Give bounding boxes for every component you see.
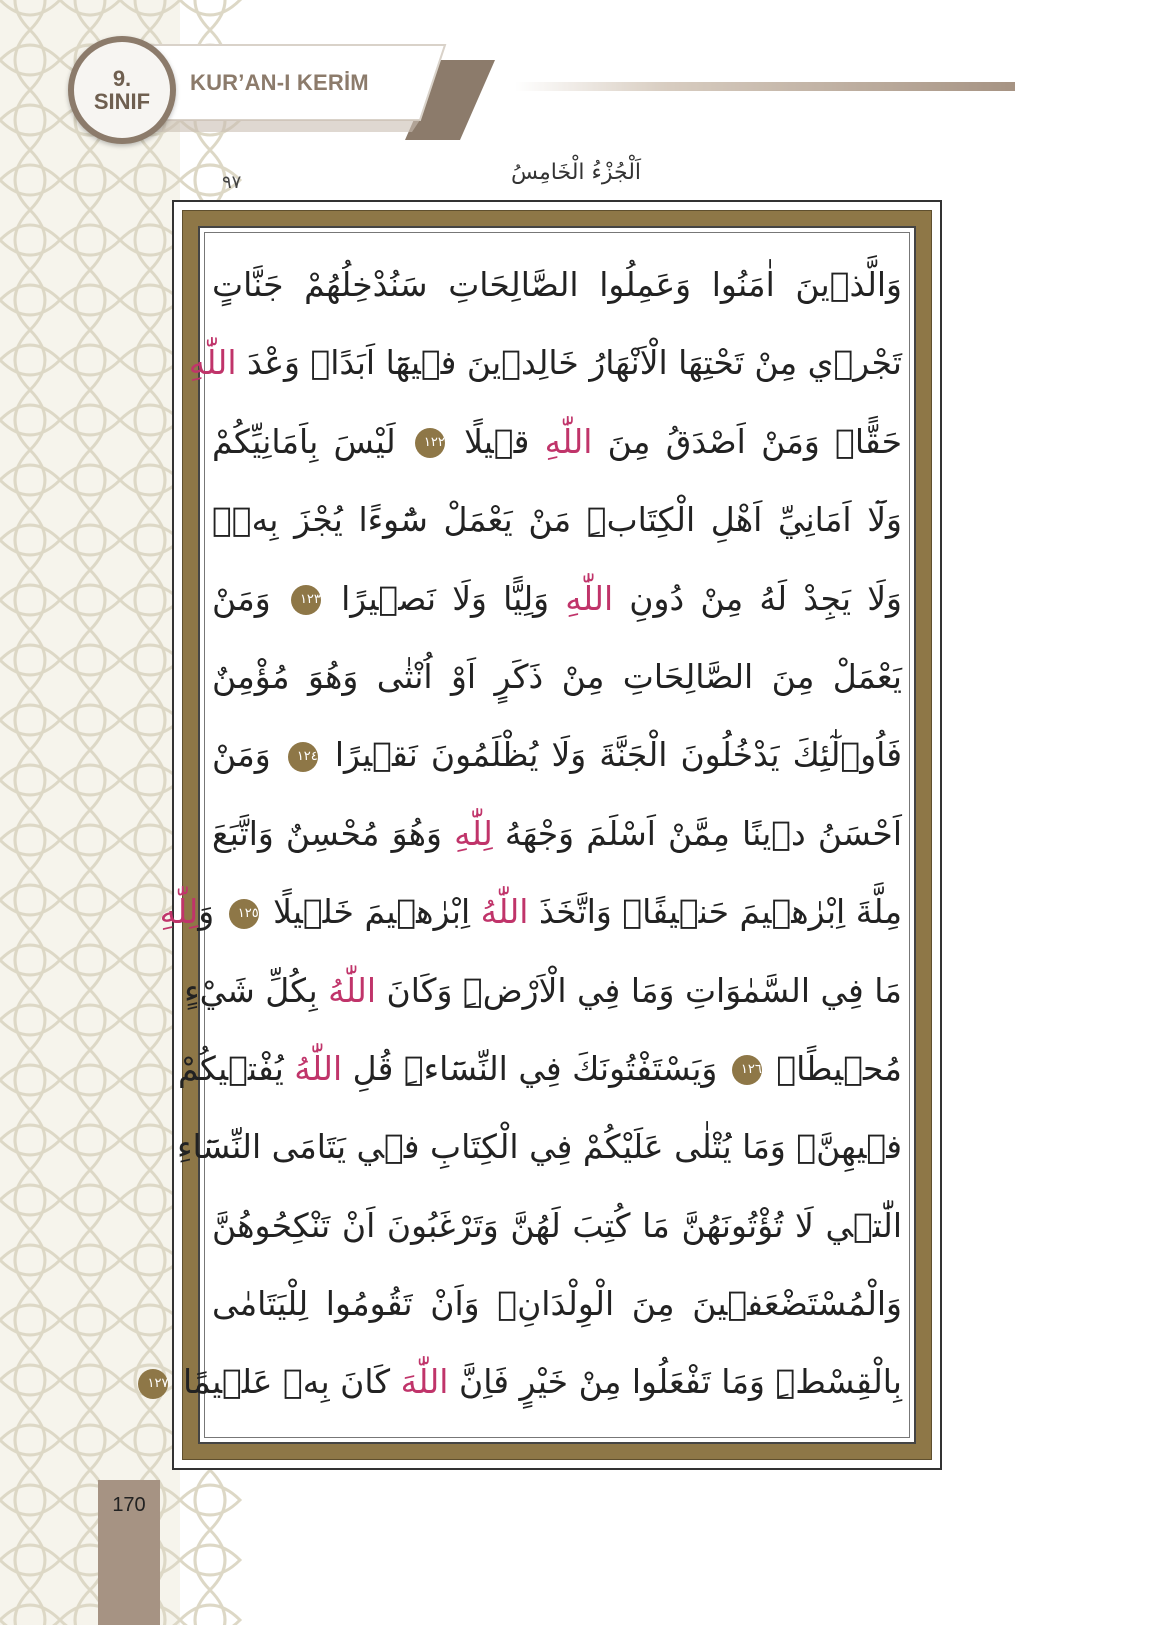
verse-text: اَحْسَنُ د۪ينًا مِمَّنْ اَسْلَمَ وَجْهَهُ [492,813,902,853]
divine-name: لِلّٰهِ [159,892,199,932]
verse-text: وَمَنْ [212,735,284,775]
ayah-number-marker: ١٢٤ [288,742,318,772]
verse-text: لَيْسَ بِاَمَانِيِّكُمْ [212,421,411,461]
verse-text: وَالَّذ۪ينَ اٰمَنُوا وَعَمِلُوا الصَّالِحَاتِ سَنُدْخِلُهُمْ جَنَّاتٍ [212,265,902,304]
verse-text: وَ [198,892,225,932]
divine-name: اللّٰهُ [328,970,377,1010]
verse-line [184,952,902,1030]
verse-text: كَانَ بِه۪ عَل۪يمًا [172,1362,401,1402]
verse-line [212,1265,902,1343]
verse-text: وَلِيًّا وَلَا نَص۪يرًا [324,578,566,618]
verse-text: مِلَّةَ اِبْرٰه۪يمَ حَن۪يفًاۜ وَاتَّخَذَ [528,892,902,932]
verse-line [212,795,902,873]
verse-line [212,246,902,324]
divine-name: اللّٰهِ [188,343,237,383]
verse-line [212,638,902,716]
divine-name: اللّٰهِ [544,421,593,461]
grade-label: SINIF [93,89,151,114]
verse-line [212,716,902,794]
verse-line [212,1187,902,1265]
divine-name: اللّٰهَ [400,1362,449,1402]
page-number: 170 [112,1494,146,1516]
verse-text: تَجْر۪ي مِنْ تَحْتِهَا الْاَنْهَارُ خَالِد۪ينَ ف۪يهَٓا اَبَدًاۜ وَعْدَ [236,343,902,383]
book-title: KUR’AN-I KERİM [190,70,369,95]
verse-text: بِكُلِّ شَيْءٍ [184,970,329,1010]
verse-text: وَلَا يَجِدْ لَهُ مِنْ دُونِ [613,578,902,618]
verse-text: يَعْمَلْ مِنَ الصَّالِحَاتِ مِنْ ذَكَرٍ اَوْ اُنْثٰى وَهُوَ مُؤْمِنٌ [212,656,902,696]
ayah-number-marker: ١٢٥ [229,899,259,929]
verse-line [177,1030,902,1108]
divine-name: لِلّٰهِ [454,813,493,853]
verse-text: مَا فِي السَّمٰوَاتِ وَمَا فِي الْاَرْضِۜ وَكَانَ [376,970,902,1010]
verse-text: وَمَنْ [212,578,287,618]
verse-line [147,1343,902,1421]
verse-line [176,1108,902,1186]
verse-line [212,481,902,559]
verse-text: اِبْرٰه۪يمَ خَل۪يلًا [262,892,481,932]
divine-name: اللّٰهِ [565,578,614,618]
verse-text: فَاُو۬لٰٓئِكَ يَدْخُلُونَ الْجَنَّةَ وَلَا يُظْلَمُونَ نَق۪يرًا [321,735,902,775]
verse-text: الّٰت۪ي لَا تُؤْتُونَهُنَّ مَا كُتِبَ لَهُنَّ وَتَرْغَبُونَ اَنْ تَنْكِحُوهُنَّ [212,1205,902,1245]
header-rule [515,82,1015,91]
divine-name: اللّٰهُ [294,1048,343,1088]
verse-text: وَلَٓا اَمَانِيِّ اَهْلِ الْكِتَابِۜ مَنْ يَعْمَلْ سُٓوءًا يُجْزَ بِه۪ۙ [212,500,902,540]
ayah-number-marker: ١٢٢ [415,428,445,458]
verse-text: وَالْمُسْتَضْعَف۪ينَ مِنَ الْوِلْدَانِۙ وَاَنْ تَقُومُوا لِلْيَتَامٰى [212,1284,902,1324]
ayah-number-marker: ١٢٣ [291,585,321,615]
verse-text: مُح۪يطًا۟ [765,1048,902,1088]
verse-text: وَيَسْتَفْتُونَكَ فِي النِّسَٓاءِۜ قُلِ [342,1048,728,1088]
juz-title: اَلْجُزْءُ الْخَامِسُ [510,160,642,185]
grade-number: 9. [112,65,132,91]
verse-line [212,560,902,638]
verse-text: وَهُوَ مُحْسِنٌ وَاتَّبَعَ [212,813,455,853]
verse-line [159,873,902,951]
verse-line [188,324,902,402]
ayah-number-marker: ١٢٧ [138,1369,168,1399]
verse-text: ق۪يلًا [448,421,545,461]
verse-line [212,403,902,481]
ayah-number-marker: ١٢٦ [732,1055,762,1085]
verse-text: حَقًّاۜ وَمَنْ اَصْدَقُ مِنَ [592,421,902,461]
quran-text [147,246,902,1422]
verse-text: بِالْقِسْطِۜ وَمَا تَفْعَلُوا مِنْ خَيْرٍ فَاِنَّ [448,1362,902,1402]
verse-text: ف۪يهِنَّۙ وَمَا يُتْلٰى عَلَيْكُمْ فِي الْكِتَابِ ف۪ي يَتَامَى النِّسَٓاءِ [176,1127,902,1167]
divine-name: اللّٰهُ [480,892,529,932]
mushaf-page-number: ٩٧ [222,172,242,193]
grade-badge [68,36,176,144]
verse-text: يُفْت۪يكُمْ [177,1048,295,1088]
